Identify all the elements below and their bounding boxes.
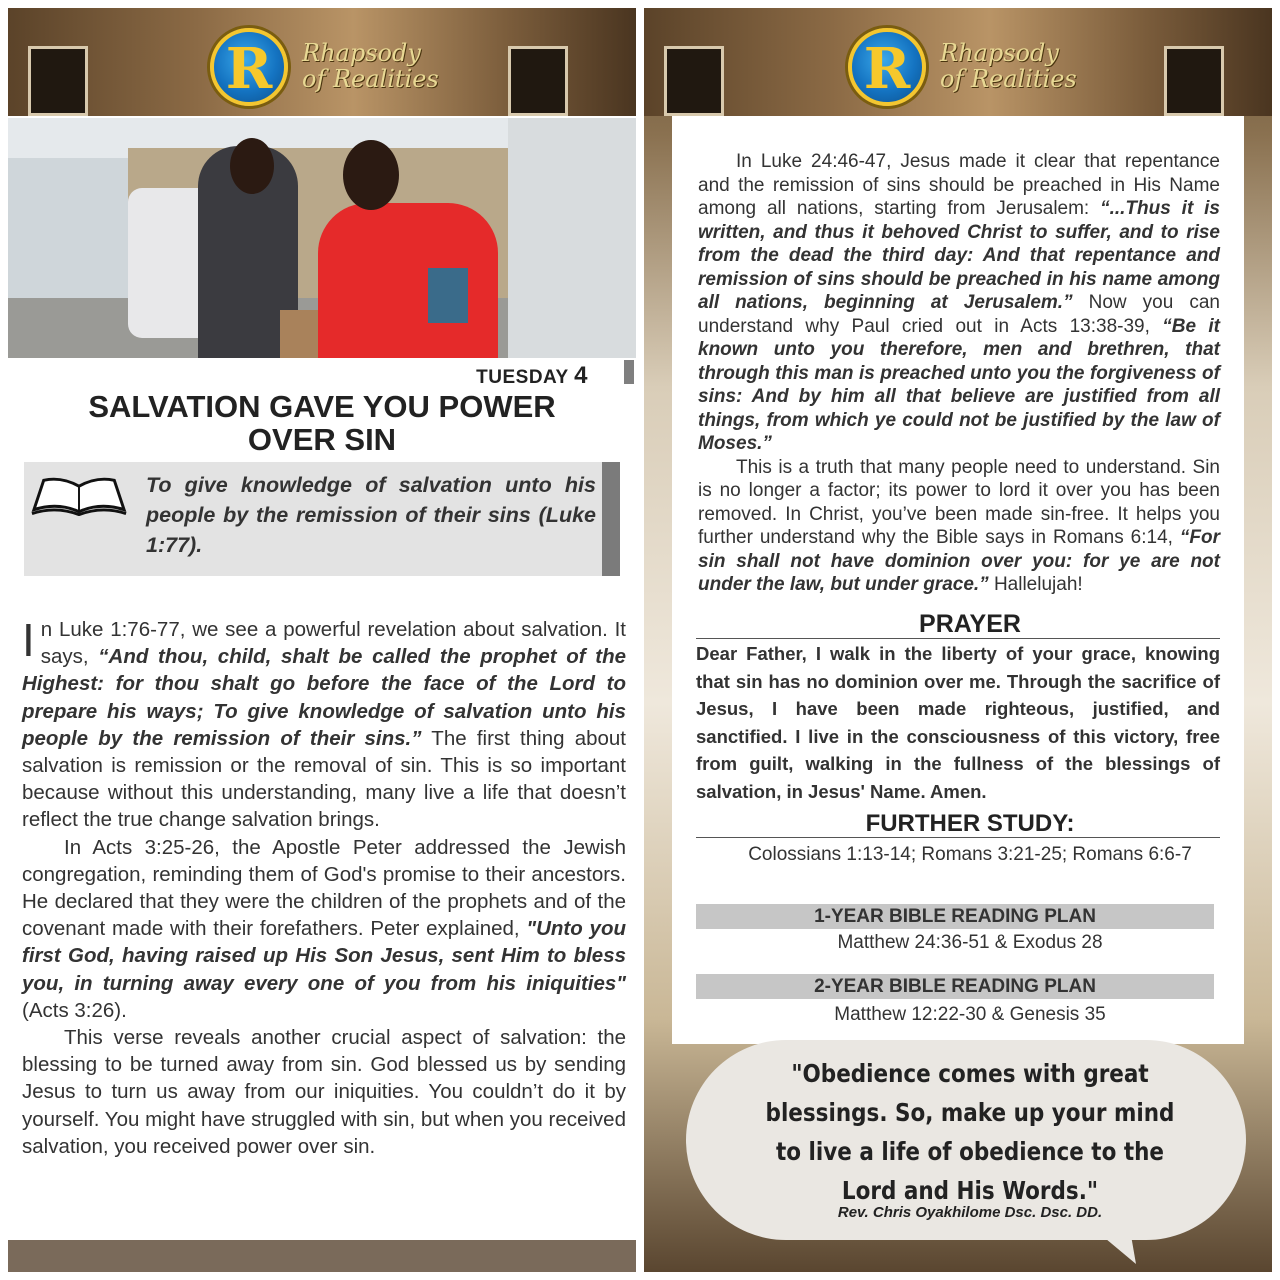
prayer-text: Dear Father, I walk in the liberty of your grace, knowing that sin has no dominion over me. Through the sacrifice of Jesus, I have been made righteous, justified, and sanctified. I live in the consciousness of this victory, free from guilt, walking in the fullness of the blessings of salvation, in Jesus' Name. Amen. xyxy=(696,643,1220,802)
devotional-body xyxy=(22,616,626,1160)
brand-logo xyxy=(848,28,1088,108)
background-window xyxy=(1164,46,1224,116)
background-window xyxy=(508,46,568,116)
devotional-body-continued xyxy=(698,150,1220,597)
closing-quote: "Obedience comes with great blessings. So, make up your mind to live a life of obedience to the Lord and His Words." xyxy=(765,1059,1175,1205)
paragraph: In Luke 1:76-77, we see a powerful revelation about salvation. It says, “And thou, child, shalt be called the prophet of the Highest: for thou shalt go before the face of the Lord to prepare his ways; To give knowledge of salvation unto his people by the remission of their sins.” The first thing about salvation is remission or the removal of sin. This is so important because without this understanding, many live a life that doesn’t reflect the true change salvation brings. xyxy=(22,614,626,832)
left-page xyxy=(8,8,636,1272)
header-banner xyxy=(8,8,636,116)
scripture-quote: “For sin shall not have dominion over you: for ye are not under the law, but under grace.” xyxy=(698,527,1220,595)
two-year-plan-reading: Matthew 12:22-30 & Genesis 35 xyxy=(834,1004,1106,1025)
logo-emblem: R xyxy=(848,28,926,106)
further-study-references: Colossians 1:13-14; Romans 3:21-25; Romans 6:6-7 xyxy=(748,844,1192,865)
paragraph: In Acts 3:25-26, the Apostle Peter addressed the Jewish congregation, reminding them of God's promise to their ancestors. He declared that they were the children of the prophets and of the covenant made with their forefathers. Peter explained, "Unto you first God, having raised up His Son Jesus, sent Him to bless you, in turning away every one of you from his iniquities" (Acts 3:26). xyxy=(22,835,626,1022)
one-year-plan-heading: 1-YEAR BIBLE READING PLAN xyxy=(696,904,1214,929)
logo-wordmark: Rhapsody of Realities xyxy=(302,39,439,93)
paragraph: This verse reveals another crucial aspect of salvation: the blessing to be turned away from sin. God blessed us by sending Jesus to turn us away from our iniquities. You couldn’t do it by yourself. You might have struggled with sin, but when you received salvation, you received power over sin. xyxy=(22,1026,626,1158)
open-bible-icon xyxy=(30,474,128,516)
content-card xyxy=(672,116,1244,1044)
key-scripture-text: To give knowledge of salvation unto his people by the remission of their sins (Luke 1:77). xyxy=(146,473,596,557)
two-year-plan-heading: 2-YEAR BIBLE READING PLAN xyxy=(696,974,1214,999)
day-number: 4 xyxy=(574,362,588,389)
scripture-quote: "Unto you first God, having raised up His Son Jesus, sent Him to bless you, in turning away every one of you from his iniquities" xyxy=(22,917,626,995)
devotional-photo xyxy=(8,118,636,358)
scripture-quote: “Be it known unto you therefore, men and brethren, that through this man is preached unto you the forgiveness of sins: And by him all that believe are justified from all things, from which ye could not be justified by the law of Moses.” xyxy=(698,315,1220,454)
drop-cap: I xyxy=(22,614,35,666)
right-page xyxy=(644,8,1272,1272)
devotional-title: SALVATION GAVE YOU POWER OVER SIN xyxy=(88,389,556,457)
key-scripture-box xyxy=(24,462,620,576)
background-window xyxy=(664,46,724,116)
logo-wordmark: Rhapsody of Realities xyxy=(940,39,1077,93)
divider xyxy=(696,837,1220,838)
paragraph: In Luke 24:46-47, Jesus made it clear that repentance and the remission of sins should be preached in His Name among all nations, starting from Jerusalem: “...Thus it is written, and thus it behoved Christ to suffer, and to rise from the dead the third day: And that repentance and remission of sins should be preached in his name among all nations, beginning at Jerusalem.” Now you can understand why Paul cried out in Acts 13:38-39, “Be it known unto you therefore, men and brethren, that through this man is preached unto you the forgiveness of sins: And by him all that believe are justified from all things, from which ye could not be justified by the law of Moses.” xyxy=(698,151,1220,454)
prayer-heading: PRAYER xyxy=(919,610,1021,638)
divider xyxy=(696,638,1220,639)
paragraph: This is a truth that many people need to understand. Sin is no longer a factor; its power to lord it over you has been removed. In Christ, you’ve been made sin-free. It helps you further understand why the Bible says in Romans 6:14, “For sin shall not have dominion over you: for ye are not under the law, but under grace.” Hallelujah! xyxy=(698,456,1220,595)
background-window xyxy=(28,46,88,116)
header-banner xyxy=(644,8,1272,116)
one-year-plan-reading: Matthew 24:36-51 & Exodus 28 xyxy=(837,932,1103,953)
day-marker xyxy=(624,360,634,384)
logo-emblem: R xyxy=(210,28,288,106)
quote-author: Rev. Chris Oyakhilome Dsc. Dsc. DD. xyxy=(837,1204,1103,1221)
brand-logo xyxy=(210,28,450,108)
footer-band xyxy=(8,1240,636,1272)
day-name: TUESDAY xyxy=(476,367,569,388)
scripture-quote: “...Thus it is written, and thus it behoved Christ to suffer, and to rise from the dead the third day: And that repentance and remission of sins should be preached in his name among all nations, beginning at Jerusalem.” xyxy=(698,198,1220,313)
scripture-quote: “And thou, child, shalt be called the prophet of the Highest: for thou shalt go before the face of the Lord to prepare his ways; To give knowledge of salvation unto his people by the remission of their sins.” xyxy=(22,645,626,750)
further-study-heading: FURTHER STUDY: xyxy=(865,810,1075,837)
day-label xyxy=(476,362,588,390)
